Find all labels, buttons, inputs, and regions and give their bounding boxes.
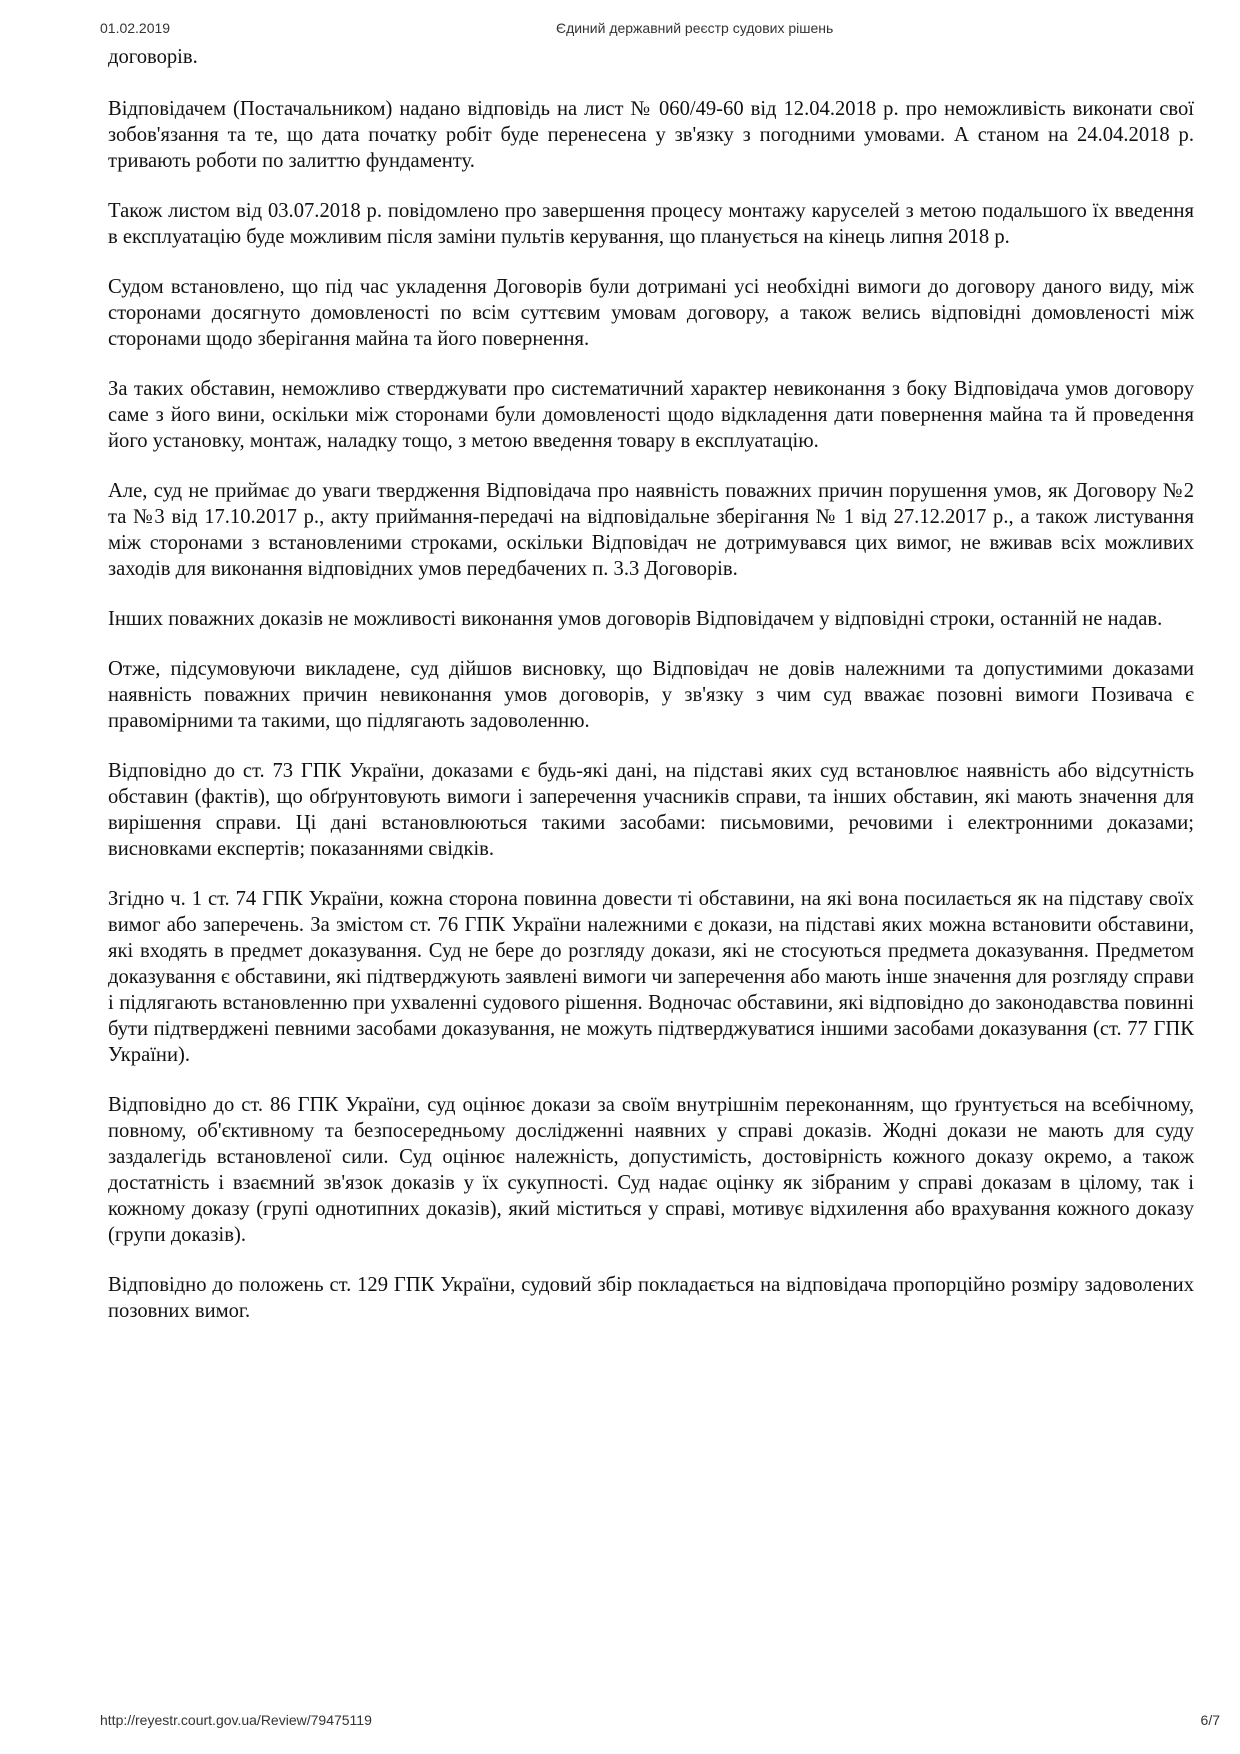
paragraph: Згідно ч. 1 ст. 74 ГПК України, кожна сторона повинна довести ті обставини, на які вона посилається як на підставу своїх вимог або заперечень. За змістом ст. 76 ГПК України належними є докази, на підставі яких можна встановити обставини, які входять в предмет доказування. Суд не бере до розгляду докази, які не стосуються предмета доказування. Предметом доказування є обставини, які підтверджують заявлені вимоги чи заперечення або мають інше значення для розгляду справи і підлягають встановленню при ухваленні судового рішення. Водночас обставини, які відповідно до законодавства повинні бути підтверджені певними засобами доказування, не можуть підтверджуватися іншими засобами доказування (ст. 77 ГПК України). bbox=[108, 888, 1194, 1066]
header-title: Єдиний державний реєстр судових рішень bbox=[556, 20, 834, 36]
header-date: 01.02.2019 bbox=[100, 20, 171, 36]
footer-page-number: 6/7 bbox=[1200, 1712, 1220, 1728]
paragraph: Відповідно до ст. 86 ГПК України, суд оцінює докази за своїм внутрішнім переконанням, що ґрунтується на всебічному, повному, об'єктивному та безпосередньому дослідженні наявних у справі доказів. Жодні докази не мають для суду заздалегідь встановленої сили. Суд оцінює належність, допустимість, достовірність кожного доказу окремо, а також достатність і взаємний зв'язок доказів у їх сукупності. Суд надає оцінку як зібраним у справі доказам в цілому, так і кожному доказу (групі однотипних доказів), який міститься у справі, мотивує відхилення або врахування кожного доказу (групи доказів). bbox=[108, 1094, 1194, 1246]
paragraph: За таких обставин, неможливо стверджувати про систематичний характер невиконання з боку Відповідача умов договору саме з його вини, оскільки між сторонами були домовленості щодо відкладення дати повернення майна та й проведення його установку, монтаж, наладку тощо, з метою введення товару в експлуатацію. bbox=[108, 378, 1194, 452]
paragraph: Але, суд не приймає до уваги твердження Відповідача про наявність поважних причин порушення умов, як Договору №2 та №3 від 17.10.2017 р., акту приймання-передачі на відповідальне зберігання № 1 від 27.12.2017 р., а також листування між сторонами з встановленими строками, оскільки Відповідач не дотримувався цих вимог, не вживав всіх можливих заходів для виконання відповідних умов передбачених п. 3.3 Договорів. bbox=[108, 480, 1194, 580]
paragraph: Отже, підсумовуючи викладене, суд дійшов висновку, що Відповідач не довів належними та допустимими доказами наявність поважних причин невиконання умов договорів, у зв'язку з чим суд вважає позовні вимоги Позивача є правомірними та такими, що підлягають задоволенню. bbox=[108, 658, 1194, 732]
paragraph: Відповідно до ст. 73 ГПК України, доказами є будь-які дані, на підставі яких суд встановлює наявність або відсутність обставин (фактів), що обґрунтовують вимоги і заперечення учасників справи, та інших обставин, які мають значення для вирішення справи. Ці дані встановлюються такими засобами: письмовими, речовими і електронними доказами; висновками експертів; показаннями свідків. bbox=[108, 760, 1194, 860]
paragraph: Судом встановлено, що під час укладення Договорів були дотримані усі необхідні вимоги до договору даного виду, між сторонами досягнуто домовленості по всім суттєвим умовам договору, а також велись відповідні домовленості між сторонами щодо зберігання майна та його повернення. bbox=[108, 276, 1194, 350]
paragraph: Також листом від 03.07.2018 р. повідомлено про завершення процесу монтажу каруселей з метою подальшого їх введення в експлуатацію буде можливим після заміни пультів керування, що планується на кінець липня 2018 р. bbox=[108, 200, 1194, 248]
paragraph: Інших поважних доказів не можливості виконання умов договорів Відповідачем у відповідні строки, останній не надав. bbox=[108, 608, 1163, 630]
paragraph: Відповідно до положень ст. 129 ГПК України, судовий збір покладається на відповідача пропорційно розміру задоволених позовних вимог. bbox=[108, 1274, 1194, 1322]
document-body bbox=[108, 44, 1194, 1348]
paragraph: Відповідачем (Постачальником) надано відповідь на лист № 060/49-60 від 12.04.2018 р. про неможливість виконати свої зобов'язання та те, що дата початку робіт буде перенесена у зв'язку з погодними умовами. А станом на 24.04.2018 р. тривають роботи по залиттю фундаменту. bbox=[108, 98, 1194, 172]
paragraph: договорів. bbox=[108, 46, 198, 68]
footer-url-link[interactable]: http://reyestr.court.gov.ua/Review/79475119 bbox=[100, 1712, 372, 1728]
